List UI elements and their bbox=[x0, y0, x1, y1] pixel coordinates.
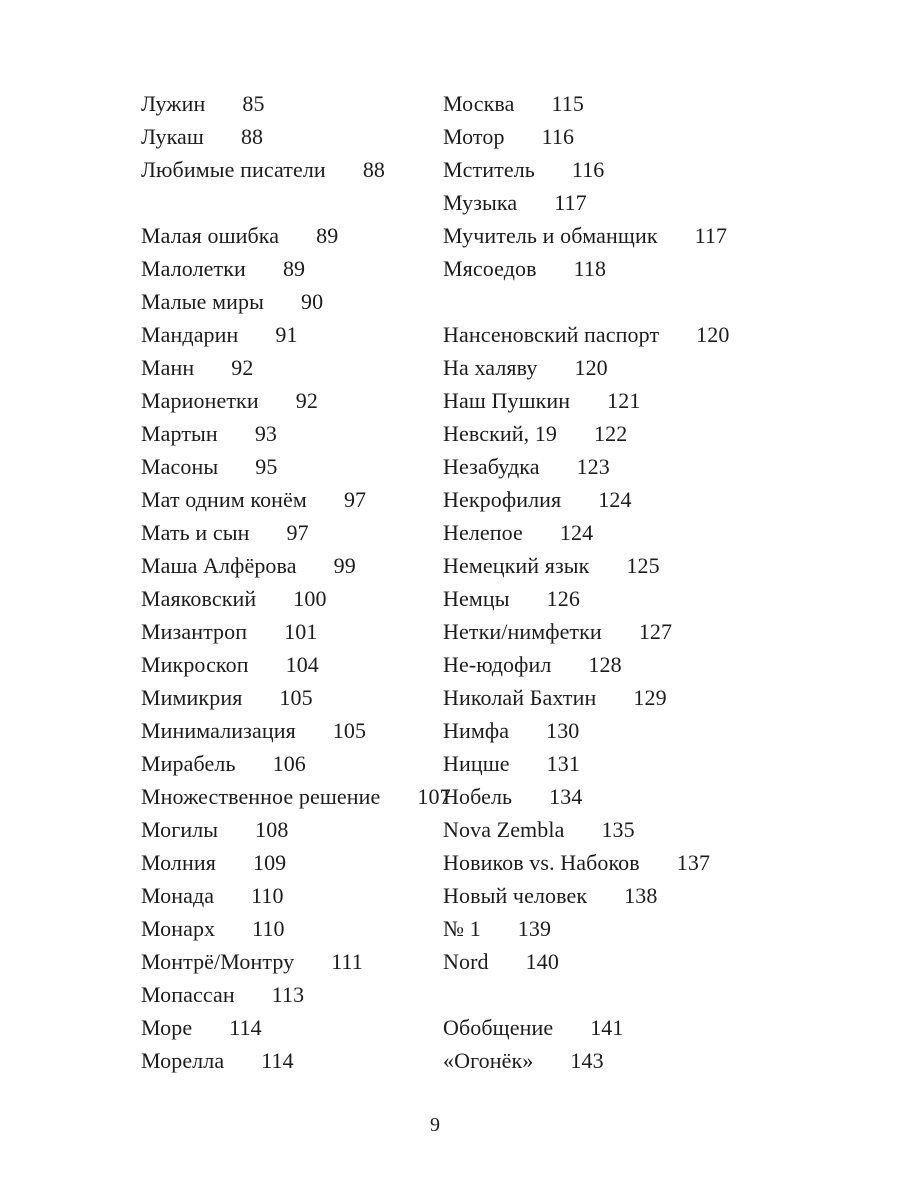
index-term: Нелепое bbox=[443, 520, 523, 545]
index-page-ref: 100 bbox=[293, 586, 327, 611]
index-term: Манн bbox=[141, 355, 195, 380]
index-term: № 1 bbox=[443, 916, 481, 941]
index-term: Масоны bbox=[141, 454, 219, 479]
index-term: Не-юдофил bbox=[443, 652, 552, 677]
index-page-ref: 127 bbox=[638, 619, 673, 644]
index-term: Лужин bbox=[141, 91, 206, 116]
index-term: Мясоедов bbox=[443, 256, 537, 281]
index-term: Москва bbox=[443, 91, 515, 116]
index-entry-blank bbox=[443, 978, 729, 1011]
index-page-ref: 131 bbox=[546, 751, 580, 776]
index-page-ref: 91 bbox=[275, 322, 298, 347]
index-entry bbox=[443, 846, 729, 879]
index-entry bbox=[141, 417, 451, 450]
index-term: Мучитель и обманщик bbox=[443, 223, 658, 248]
index-page-ref: 109 bbox=[252, 850, 287, 875]
index-page-ref: 105 bbox=[279, 685, 313, 710]
index-entry bbox=[443, 186, 729, 219]
index-term: Новиков vs. Набоков bbox=[443, 850, 640, 875]
index-term: Незабудка bbox=[443, 454, 540, 479]
index-page-ref: 104 bbox=[285, 652, 319, 677]
index-term: Мать и сын bbox=[141, 520, 250, 545]
index-entry bbox=[443, 879, 729, 912]
index-entry bbox=[141, 87, 451, 120]
index-page-ref: 134 bbox=[549, 784, 583, 809]
index-term: Ницше bbox=[443, 751, 510, 776]
index-entry bbox=[443, 516, 729, 549]
index-entry bbox=[141, 714, 451, 747]
index-page-ref: 85 bbox=[242, 91, 265, 116]
index-term: Множественное решение bbox=[141, 784, 381, 809]
index-page-ref: 129 bbox=[633, 685, 667, 710]
index-page-ref: 111 bbox=[331, 949, 363, 974]
index-term: Лукаш bbox=[141, 124, 204, 149]
index-page-ref: 99 bbox=[333, 553, 356, 578]
index-entry bbox=[443, 120, 729, 153]
index-entry bbox=[141, 582, 451, 615]
index-term: Мирабель bbox=[141, 751, 236, 776]
index-term: Мотор bbox=[443, 124, 505, 149]
index-term: Маяковский bbox=[141, 586, 257, 611]
index-page-ref: 130 bbox=[546, 718, 580, 743]
index-page-ref: 89 bbox=[282, 256, 306, 281]
index-term: Обобщение bbox=[443, 1015, 554, 1040]
index-term: Nord bbox=[443, 949, 489, 974]
index-term: Монада bbox=[141, 883, 215, 908]
index-column-left bbox=[141, 87, 451, 1077]
index-term: Nova Zembla bbox=[443, 817, 565, 842]
index-term: Нимфа bbox=[443, 718, 510, 743]
index-entry bbox=[443, 582, 729, 615]
index-entry bbox=[141, 813, 451, 846]
index-entry bbox=[141, 846, 451, 879]
index-term: Немцы bbox=[443, 586, 510, 611]
index-page-ref: 116 bbox=[541, 124, 575, 149]
index-term: Немецкий язык bbox=[443, 553, 590, 578]
index-term: Монтрё/Монтру bbox=[141, 949, 295, 974]
index-term: Нетки/нимфетки bbox=[443, 619, 602, 644]
index-entry bbox=[141, 978, 451, 1011]
index-term: Николай Бахтин bbox=[443, 685, 597, 710]
index-entry bbox=[141, 912, 451, 945]
index-page-ref: 95 bbox=[255, 454, 278, 479]
index-entry bbox=[443, 780, 729, 813]
index-entry bbox=[141, 219, 451, 252]
index-page-ref: 141 bbox=[590, 1015, 624, 1040]
index-term: Нобель bbox=[443, 784, 513, 809]
index-term: Музыка bbox=[443, 190, 518, 215]
index-entry bbox=[443, 1044, 729, 1077]
index-page-ref: 106 bbox=[272, 751, 306, 776]
index-term: Малолетки bbox=[141, 256, 246, 281]
index-entry bbox=[141, 1011, 451, 1044]
index-entry bbox=[443, 384, 729, 417]
index-entry bbox=[141, 384, 451, 417]
index-page-ref: 88 bbox=[362, 157, 386, 182]
index-entry bbox=[443, 813, 729, 846]
index-page-ref: 105 bbox=[332, 718, 367, 743]
index-page-ref: 138 bbox=[624, 883, 658, 908]
index-page-ref: 92 bbox=[295, 388, 318, 413]
index-entry bbox=[141, 252, 451, 285]
index-term: На халяву bbox=[443, 355, 538, 380]
index-entry bbox=[443, 318, 729, 351]
index-page-ref: 120 bbox=[696, 322, 730, 347]
index-entry bbox=[443, 87, 729, 120]
index-page-ref: 143 bbox=[570, 1048, 604, 1073]
index-entry bbox=[141, 549, 451, 582]
index-page-ref: 97 bbox=[286, 520, 309, 545]
index-entry bbox=[443, 714, 729, 747]
index-entry bbox=[443, 450, 729, 483]
index-term: Могилы bbox=[141, 817, 219, 842]
index-term: Мопассан bbox=[141, 982, 235, 1007]
index-page-ref: 139 bbox=[517, 916, 552, 941]
index-entry bbox=[443, 252, 729, 285]
index-entry bbox=[443, 648, 729, 681]
index-page-ref: 90 bbox=[301, 289, 324, 314]
index-term: Малые миры bbox=[141, 289, 265, 314]
index-page-ref: 123 bbox=[576, 454, 610, 479]
index-page-ref: 114 bbox=[261, 1048, 294, 1073]
index-entry bbox=[141, 153, 451, 186]
index-page-ref: 135 bbox=[601, 817, 635, 842]
index-entry bbox=[443, 747, 729, 780]
index-term: Мимикрия bbox=[141, 685, 243, 710]
index-page-ref: 125 bbox=[626, 553, 660, 578]
index-term: Мизантроп bbox=[141, 619, 248, 644]
index-page-ref: 126 bbox=[546, 586, 580, 611]
index-entry bbox=[141, 681, 451, 714]
index-page-ref: 89 bbox=[316, 223, 339, 248]
index-entry bbox=[141, 120, 451, 153]
index-entry bbox=[141, 879, 451, 912]
index-page-ref: 114 bbox=[229, 1015, 262, 1040]
index-entry bbox=[443, 945, 729, 978]
index-entry bbox=[141, 516, 451, 549]
index-entry bbox=[443, 351, 729, 384]
index-term: Минимализация bbox=[141, 718, 296, 743]
index-term: Наш Пушкин bbox=[443, 388, 571, 413]
index-term: Марионетки bbox=[141, 388, 259, 413]
index-page-ref: 88 bbox=[240, 124, 264, 149]
index-entry bbox=[141, 945, 451, 978]
index-term: Маша Алфёрова bbox=[141, 553, 297, 578]
index-entry bbox=[443, 483, 729, 516]
index-entry bbox=[141, 285, 451, 318]
index-entry bbox=[443, 912, 729, 945]
index-entry bbox=[443, 1011, 729, 1044]
index-entry bbox=[443, 417, 729, 450]
index-entry bbox=[443, 549, 729, 582]
index-page-ref: 110 bbox=[251, 883, 284, 908]
page-number: 9 bbox=[430, 1114, 440, 1136]
index-term: Море bbox=[141, 1015, 193, 1040]
index-entry-blank bbox=[141, 186, 451, 219]
index-term: Нансеновский паспорт bbox=[443, 322, 660, 347]
index-page-ref: 108 bbox=[255, 817, 289, 842]
index-page-ref: 124 bbox=[559, 520, 594, 545]
index-entry bbox=[443, 219, 729, 252]
index-term: Мандарин bbox=[141, 322, 239, 347]
index-page-ref: 97 bbox=[343, 487, 367, 512]
index-entry-blank bbox=[443, 285, 729, 318]
index-entry bbox=[141, 483, 451, 516]
index-page-ref: 110 bbox=[252, 916, 285, 941]
index-page-ref: 140 bbox=[525, 949, 559, 974]
index-term: Монарх bbox=[141, 916, 216, 941]
index-entry bbox=[141, 1044, 451, 1077]
index-term: Малая ошибка bbox=[141, 223, 280, 248]
index-term: Микроскоп bbox=[141, 652, 249, 677]
index-page-ref: 128 bbox=[588, 652, 622, 677]
index-entry bbox=[141, 747, 451, 780]
index-page-ref: 120 bbox=[574, 355, 608, 380]
index-term: Мартын bbox=[141, 421, 218, 446]
index-page-ref: 137 bbox=[676, 850, 711, 875]
index-term: Некрофилия bbox=[443, 487, 562, 512]
index-page-ref: 113 bbox=[271, 982, 305, 1007]
index-term: Любимые писатели bbox=[141, 157, 326, 182]
index-term: Мститель bbox=[443, 157, 535, 182]
index-page-ref: 101 bbox=[284, 619, 318, 644]
index-column-right bbox=[443, 87, 729, 1077]
index-entry bbox=[141, 615, 451, 648]
index-page-ref: 107 bbox=[417, 784, 451, 809]
index-page-ref: 121 bbox=[607, 388, 641, 413]
index-page-ref: 116 bbox=[571, 157, 605, 182]
index-page-ref: 92 bbox=[231, 355, 254, 380]
index-page-ref: 117 bbox=[694, 223, 728, 248]
index-page-ref: 122 bbox=[594, 421, 628, 446]
index-page-ref: 115 bbox=[551, 91, 584, 116]
index-entry bbox=[141, 780, 451, 813]
index-entry bbox=[443, 615, 729, 648]
index-page-ref: 124 bbox=[598, 487, 632, 512]
index-entry bbox=[443, 681, 729, 714]
index-term: Невский, 19 bbox=[443, 421, 558, 446]
index-term: Мат одним конём bbox=[141, 487, 307, 512]
index-page-ref: 93 bbox=[254, 421, 278, 446]
index-term: Новый человек bbox=[443, 883, 588, 908]
index-entry bbox=[141, 648, 451, 681]
index-page-ref: 117 bbox=[554, 190, 587, 215]
index-term: Молния bbox=[141, 850, 216, 875]
index-entry bbox=[141, 450, 451, 483]
index-entry bbox=[443, 153, 729, 186]
index-page-ref: 118 bbox=[573, 256, 607, 281]
index-entry bbox=[141, 318, 451, 351]
index-entry bbox=[141, 351, 451, 384]
index-term: «Огонёк» bbox=[443, 1048, 534, 1073]
index-term: Морелла bbox=[141, 1048, 225, 1073]
